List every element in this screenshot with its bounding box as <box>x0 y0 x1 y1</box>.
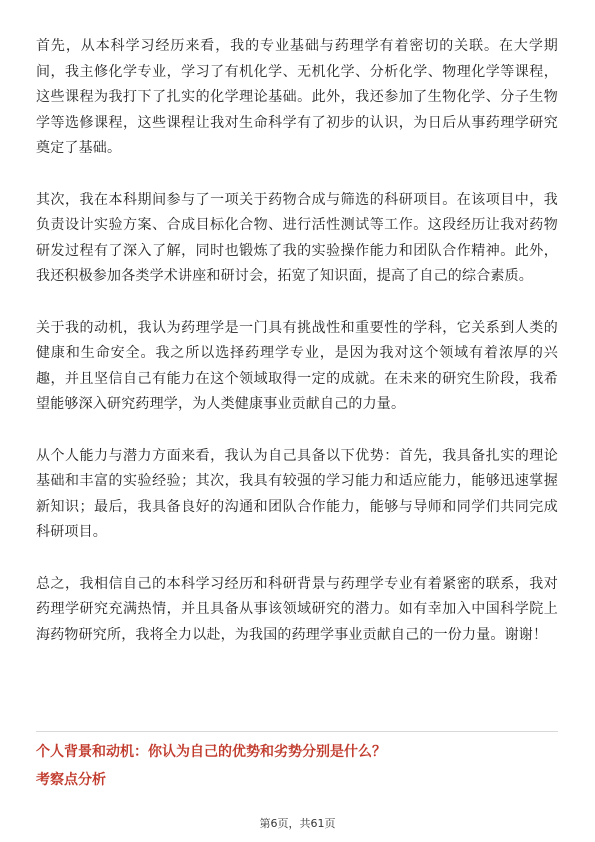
paragraph-conclusion: 总之，我相信自己的本科学习经历和科研背景与药理学专业有着紧密的联系，我对药理学研究充满热情，并且具备从事该领域研究的潜力。如有幸加入中国科学院上海药物研究所，我将全力以赴，为我国的药理学事业贡献自己的一份力量。谢谢！ <box>36 575 558 643</box>
section-divider <box>36 731 558 732</box>
body-text <box>36 34 558 648</box>
paragraph-strengths: 从个人能力与潜力方面来看，我认为自己具备以下优势：首先，我具备扎实的理论基础和丰富的实验经验；其次，我具有较强的学习能力和适应能力，能够迅速掌握新知识；最后，我具备良好的沟通和团队合作能力，能够与导师和同学们共同完成科研项目。 <box>36 447 558 540</box>
page-number: 第6页，共61页 <box>259 817 336 830</box>
analysis-heading: 考察点分析 <box>36 772 106 788</box>
paragraph-research-experience: 其次，我在本科期间参与了一项关于药物合成与筛选的科研项目。在该项目中，我负责设计实验方案、合成目标化合物、进行活性测试等工作。这段经历让我对药物研发过程有了深入了解，同时也锻炼了我的实验操作能力和团队合作精神。此外，我还积极参加各类学术讲座和研讨会，拓宽了知识面，提高了自己的综合素质。 <box>36 191 558 284</box>
question-heading: 个人背景和动机：你认为自己的优势和劣势分别是什么？ <box>36 744 386 760</box>
paragraph-motivation: 关于我的动机，我认为药理学是一门具有挑战性和重要性的学科，它关系到人类的健康和生命安全。我之所以选择药理学专业，是因为我对这个领域有着浓厚的兴趣，并且坚信自己有能力在这个领域取得一定的成就。在未来的研究生阶段，我希望能够深入研究药理学，为人类健康事业贡献自己的力量。 <box>36 319 558 412</box>
paragraph-academic-background: 首先，从本科学习经历来看，我的专业基础与药理学有着密切的关联。在大学期间，我主修化学专业，学习了有机化学、无机化学、分析化学、物理化学等课程，这些课程为我打下了扎实的化学理论基础。此外，我还参加了生物化学、分子生物学等选修课程，这些课程让我对生命科学有了初步的认识，为日后从事药理学研究奠定了基础。 <box>36 38 558 156</box>
